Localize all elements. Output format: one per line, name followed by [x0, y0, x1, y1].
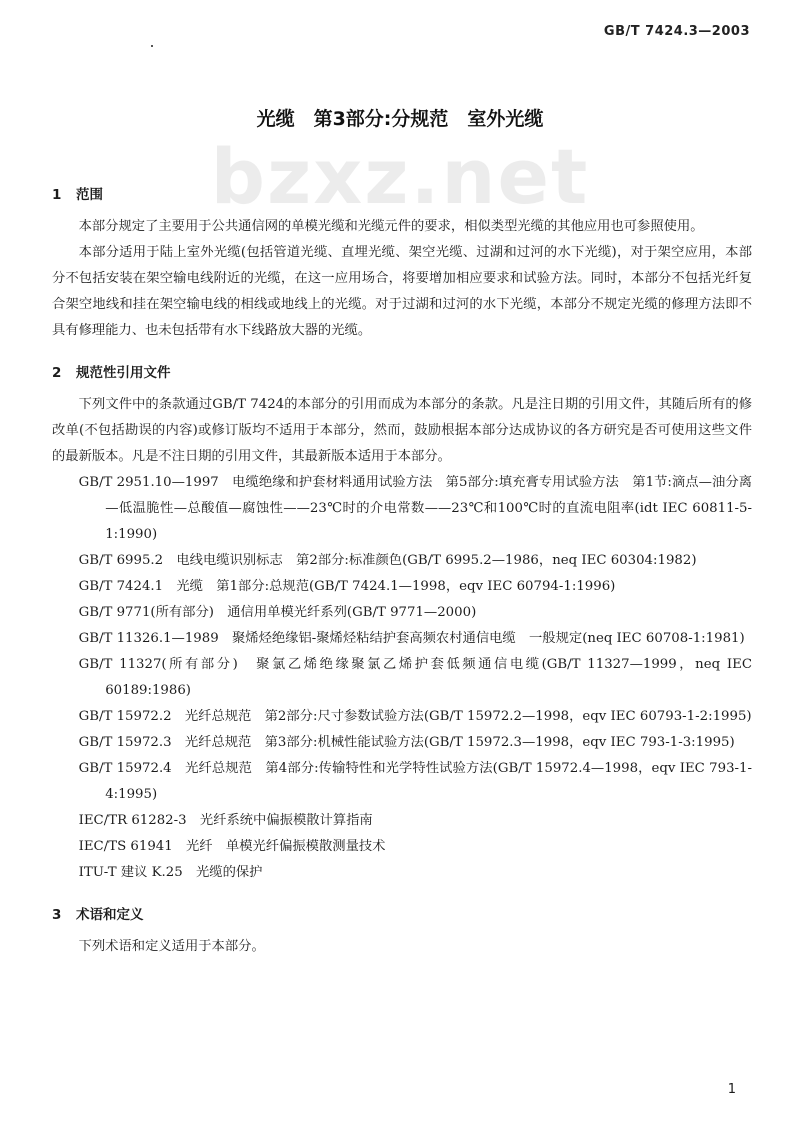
section-scope [52, 184, 752, 344]
section-number: 3 [52, 907, 62, 923]
paragraph: 下列文件中的条款通过GB/T 7424的本部分的引用而成为本部分的条款。凡是注日期的引用文件，其随后所有的修改单(不包括勘误的内容)或修订版均不适用于本部分，然而，鼓励根据本部分达成协议的各方研究是否可使用这些文件的最新版本。凡是不注日期的引用文件，其最新版本适用于本部分。 [52, 397, 752, 464]
document-body [52, 184, 752, 960]
section-normative-references [52, 362, 752, 886]
section-heading [52, 184, 752, 206]
reference-item: GB/T 15972.3 光纤总规范 第3部分:机械性能试验方法(GB/T 15972.3—1998，eqv IEC 793-1-3:1995) [78, 735, 735, 750]
reference-item: GB/T 15972.2 光纤总规范 第2部分:尺寸参数试验方法(GB/T 15972.2—1998，eqv IEC 60793-1-2:1995) [78, 709, 752, 724]
paragraph: 本部分适用于陆上室外光缆(包括管道光缆、直埋光缆、架空光缆、过湖和过河的水下光缆)，对于架空应用，本部分不包括安装在架空输电线附近的光缆，在这一应用场合，将要增加相应要求和试验方法。同时，本部分不包括光纤复合架空地线和挂在架空输电线的相线或地线上的光缆。对于过湖和过河的水下光缆，本部分不规定光缆的修理方法即不具有修理能力、也未包括带有水下线路放大器的光缆。 [52, 245, 752, 338]
reference-item: GB/T 6995.2 电线电缆识别标志 第2部分:标准颜色(GB/T 6995.2—1986，neq IEC 60304:1982) [78, 553, 697, 568]
watermark: bzxz.net [210, 132, 590, 221]
reference-item: GB/T 11326.1—1989 聚烯烃绝缘铝-聚烯烃粘结护套高频农村通信电缆 一般规定(neq IEC 60708-1:1981) [78, 631, 745, 646]
paragraph: 下列术语和定义适用于本部分。 [78, 939, 265, 954]
standard-number: GB/T 7424.3—2003 [603, 24, 750, 39]
paragraph: 本部分规定了主要用于公共通信网的单模光缆和光缆元件的要求，相似类型光缆的其他应用也可参照使用。 [78, 219, 704, 234]
scan-speck [151, 45, 153, 47]
section-title: 术语和定义 [76, 907, 144, 923]
reference-item: IEC/TR 61282-3 光纤系统中偏振模散计算指南 [78, 813, 373, 828]
reference-item: GB/T 7424.1 光缆 第1部分:总规范(GB/T 7424.1—1998，eqv IEC 60794-1:1996) [78, 579, 616, 594]
reference-item: GB/T 11327(所有部分) 聚氯乙烯绝缘聚氯乙烯护套低频通信电缆(GB/T 11327—1999，neq IEC 60189:1986) [78, 657, 752, 698]
section-heading [52, 362, 752, 384]
reference-item: GB/T 9771(所有部分) 通信用单模光纤系列(GB/T 9771—2000) [78, 605, 477, 620]
section-number: 2 [52, 365, 62, 381]
reference-item: ITU-T 建议 K.25 光缆的保护 [78, 865, 263, 880]
section-title: 范围 [76, 187, 103, 203]
section-number: 1 [52, 187, 62, 203]
reference-item: IEC/TS 61941 光纤 单模光纤偏振模散测量技术 [78, 839, 386, 854]
section-title: 规范性引用文件 [76, 365, 171, 381]
document-title: 光缆 第3部分:分规范 室外光缆 [256, 108, 544, 130]
section-heading [52, 904, 752, 926]
page-number: 1 [727, 1082, 736, 1097]
reference-item: GB/T 2951.10—1997 电缆绝缘和护套材料通用试验方法 第5部分:填充膏专用试验方法 第1节:滴点—油分离—低温脆性—总酸值—腐蚀性——23℃时的介电常数——23℃和100℃时的直流电阻率(idt IEC 60811-5-1:1990) [78, 475, 752, 542]
section-terms-definitions [52, 904, 752, 960]
reference-item: GB/T 15972.4 光纤总规范 第4部分:传输特性和光学特性试验方法(GB/T 15972.4—1998，eqv IEC 793-1-4:1995) [78, 761, 752, 802]
